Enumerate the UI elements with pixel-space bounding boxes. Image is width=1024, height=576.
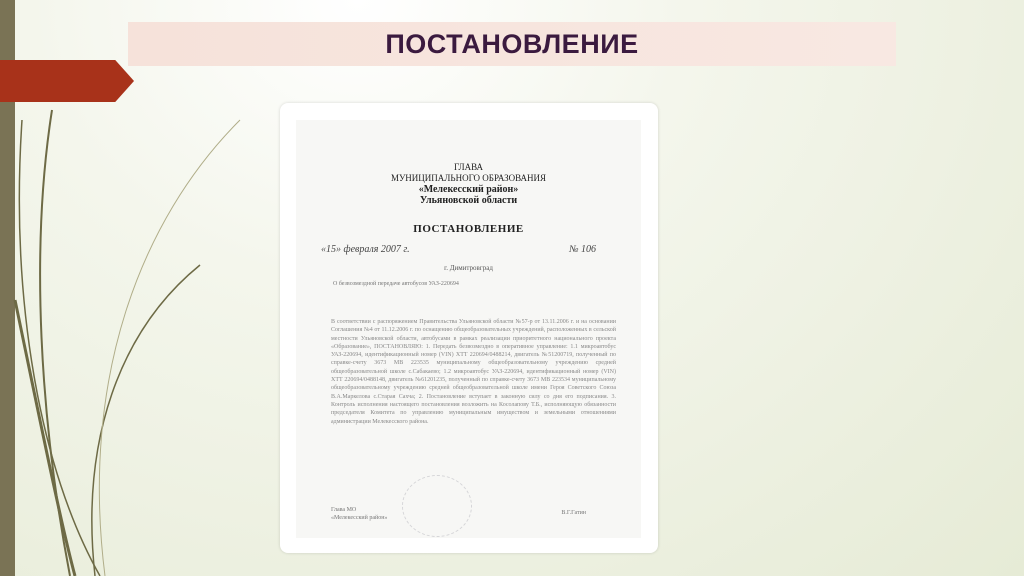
- official-stamp: [402, 475, 472, 537]
- header-line: МУНИЦИПАЛЬНОГО ОБРАЗОВАНИЯ: [390, 173, 547, 183]
- header-line: Ульяновской области: [419, 195, 518, 206]
- document-body: В соответствии с распоряжением Правительства Ульяновской области №57-р от 13.11.2006 г. и на основании Соглашения №4 от 11.12.2006 г. по оснащению общеобразовательных учреждений, расположенных в сельской местности Ульяновской области, автобусами в рамках реализации приоритетного национального проекта «Образование», ПОСТАНОВЛЯЮ: 1. Передать безвозмездно в оперативное управление: 1.1 микроавтобус УАЗ-220694, идентификационный номер (VIN) XTT 220694/0488214, двигатель №51200719, полученный по справке-счету 3673 МВ 223535 муниципальному общеобразовательному учреждению средней общеобразовательной школе с.Сабакаево; 1.2 микроавтобус УАЗ-220694, идентификационный номер (VIN) XTT 220694/0488148, двигатель №61201235, полученный по справке-счету 3673 МВ 223534 муниципальному общеобразовательному учреждению средней общеобразовательной школе имени Героя Советского Союза В.А.Маркелова с.Старая Сахча; 2. Постановление вступает в законную силу со дня его подписания. 3. Контроль исполнения настоящего постановления возложить на Косолапову Т.Б., исполняющую обязанности председателя Комитета по управлению муниципальным имуществом и земельными отношениями администрации Мелекесского района.: [331, 319, 616, 425]
- grass-blade: [92, 265, 200, 576]
- signature-name: В.Г.Гатин: [561, 510, 586, 516]
- slide-title: ПОСТАНОВЛЕНИЕ: [385, 29, 639, 59]
- signature-line: Глава МО: [331, 507, 357, 513]
- document-header: [296, 162, 641, 206]
- signature-line: «Мелекесский район»: [331, 515, 388, 521]
- header-line: «Мелекесский район»: [418, 184, 519, 195]
- grass-blade: [99, 120, 240, 576]
- document-subject: О безвозмездной передаче автобусов УАЗ-220694: [333, 281, 459, 287]
- signature-left: [331, 506, 387, 522]
- document-city: г. Димитровград: [444, 264, 493, 272]
- header-line: ГЛАВА: [453, 162, 484, 172]
- red-arrow-shape: [0, 60, 134, 102]
- document-number: № 106: [569, 244, 596, 255]
- grass-blade: [40, 110, 70, 576]
- scanned-document: [296, 120, 641, 538]
- grass-blade: [15, 300, 75, 576]
- document-date: «15» февраля 2007 г.: [321, 244, 410, 255]
- document-title: ПОСТАНОВЛЕНИЕ: [413, 223, 524, 235]
